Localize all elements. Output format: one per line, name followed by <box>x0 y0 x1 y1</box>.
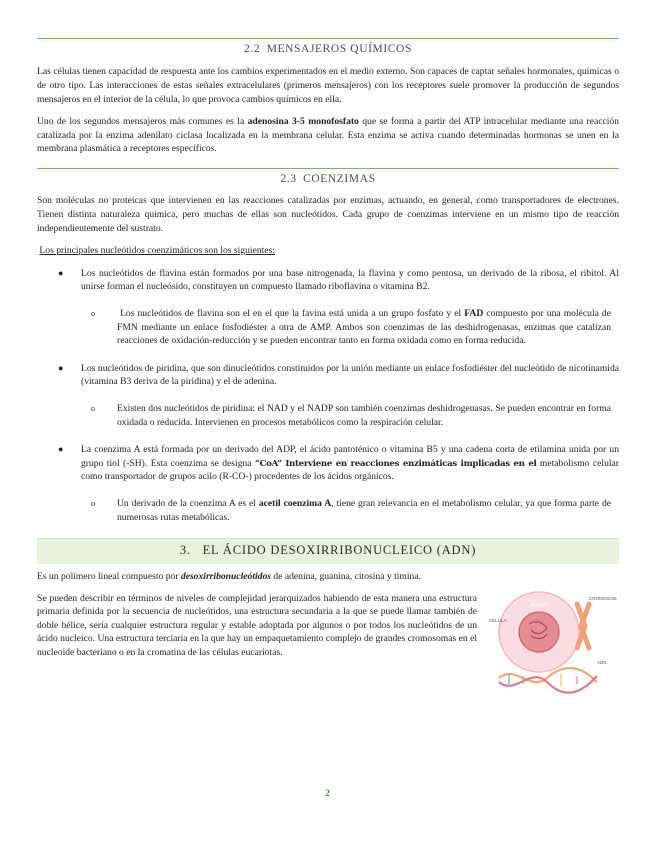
list-item-text: Los nucleótidos de flavina están formados por una base nitrogenada, la flavina y como pentosa, un derivado de la ribosa, el ribitol. Al unirse forman el nucleósido, constituyen un compuesto llamado riboflavina o vitamina B2. <box>81 267 619 293</box>
document-page <box>37 0 619 702</box>
bold-term-acetil: acetil coenzima A <box>258 498 332 510</box>
list-heading: Los principales nucleótidos coenzimáticos son los siguientes: <box>39 245 275 257</box>
page-number: 2 <box>325 789 330 799</box>
list-item-flavina <box>37 267 619 294</box>
bullet-icon: ● <box>58 362 64 373</box>
sub-bullet-icon: o <box>91 499 95 509</box>
sublist-item-fad <box>91 307 619 348</box>
sublist-item-text: Un derivado de la coenzima A es el acetil coenzima A, tiene gran relevancia en el metabolismo celular, ya que forma parte de numerosas rutas metabólicas. <box>117 498 611 523</box>
bold-term-fad: FAD <box>464 307 484 319</box>
list-item-coenzima-a <box>37 443 619 484</box>
label-adn: ADN <box>597 659 607 665</box>
label-celula: CÉLULA <box>489 617 507 623</box>
bold-term-coa: “CoA” Interviene en reacciones enzimáticas implicadas en el <box>255 458 537 469</box>
bold-term-adenosina: adenosina 3-5 monofosfato <box>247 116 359 128</box>
label-cromosoma: CROMOSOMA <box>589 595 617 601</box>
sub-bullet-icon: o <box>91 404 95 414</box>
adn-illustration <box>485 586 619 703</box>
sublist-item-nad <box>91 402 619 429</box>
section-title-coenzimas <box>37 169 619 189</box>
sub-bullet-icon: o <box>91 308 95 318</box>
list-item-text: Los nucleótidos de piridina, que son dinucleótidos constituidos por la unión mediante un enlace fosfodiéster del nucleótido de nicotinamida (vitamina B3 deriva de la piridina) y el de adenina. <box>81 362 619 388</box>
list-item-piridina <box>37 362 619 389</box>
section-title-text: COENZIMAS <box>303 172 376 185</box>
section-title-mensajeros <box>37 39 619 59</box>
nucleus-shape <box>519 612 559 652</box>
list-item-text: La coenzima A está formada por un derivado del ADP, el ácido pantoténico o vitamina B5 y una cadena corta de etilamina unida por un grupo tiol (-SH). Esta coenzima se designa “CoA” Interviene en reacciones enzimáticas implicadas en el metabolismo celular como transportador de grupos acilo (R-CO-) procedentes de los ácidos orgánicos. <box>81 444 619 483</box>
cell-dna-diagram <box>485 586 617 698</box>
sublist-item-acetil <box>91 497 619 524</box>
bullet-icon: ● <box>58 444 64 455</box>
chapter-heading-adn <box>37 538 619 564</box>
chapter-title: EL ÁCIDO DESOXIRRIBONUCLEICO (ADN) <box>202 543 477 558</box>
adn-content <box>37 592 619 703</box>
paragraph-adn-1: Es un polímero lineal compuesto por desoxirribonucleótidos de adenina, guanina, citosina y timina. <box>37 571 421 583</box>
sublist-item-text: Existen dos nucleótidos de piridina: el NAD y el NADP son también coenzimas deshidrogenasas. Se pueden encontrar en forma oxidada o reducida. Intervienen en procesos metabólicos como la respiración celular. <box>117 403 611 428</box>
paragraph-adn-2: Se pueden describir en términos de niveles de complejidad jerarquizados habiendo de esta manera una estructura primaria definida por la secuencia de nucleótidos, una estructura secundaria a la que se puede llamar también de doble hélice, sería cualquier estructura regular y estable adoptada por algunos o por todos los nucleótidos de un ácido nucleico. Una estructura terciaria en la que hay un empaquetamiento complejo de grandes cromosomas en el nucleoide bacteriano o en la cromatina de las células eucariotas. <box>37 592 477 659</box>
sublist-item-text: Los nucleótidos de flavina son el en el que la favina está unida a un grupo fosfato y el FAD compuesto por una molécula de FMN mediante un enlace fosfodiéster a otra de AMP. Ambos son coenzimas de las deshidrogenasas, enzimas que catalizan reacciones de oxidación-reducción y se pueden encontrar tanto en forma oxidada como en forma reducida. <box>117 307 611 347</box>
paragraph-mensajeros-2: Uno de los segundos mensajeros más comunes es la adenosina 3-5 monofosfato que se forma a partir del ATP intracelular mediante una reacción catalizada por la enzima adenilato ciclasa localizada en la membrana celular. Esta enzima se activa cuando determinadas hormonas se unen en la membrana plasmática a receptores específicos. <box>37 116 619 155</box>
label-nucleo: NÚCLEO <box>531 601 550 607</box>
section-number: 2.3 <box>280 172 297 185</box>
chapter-number: 3. <box>179 543 191 558</box>
bullet-icon: ● <box>58 267 64 278</box>
paragraph-coenzimas-intro: Son moléculas no proteicas que intervienen en las reacciones catalizadas por enzimas, actuando, en general, como transportadores de electrones. Tienen distinta naturaleza química, pero muchas de ellas son nucleótidos. Cada grupo de coenzimas interviene en un mismo tipo de reacción independientemente del sustrato. <box>37 195 619 234</box>
paragraph-mensajeros-1: Las células tienen capacidad de respuesta ante los cambios experimentados en el medio externo. Son capaces de captar señales hormonales, químicas o de otro tipo. Las interacciones de estas señales extracelulares (primeros mensajeros) con los receptores suele promover la producción de segundos mensajeros en el interior de la célula, lo que provoca cambios químicos en ella. <box>37 66 619 105</box>
bold-term-desoxirribonucleotidos: desoxirribonucleótidos <box>180 571 271 583</box>
section-number: 2.2 <box>244 43 261 55</box>
section-title-text: MENSAJEROS QUÍMICOS <box>266 43 412 55</box>
